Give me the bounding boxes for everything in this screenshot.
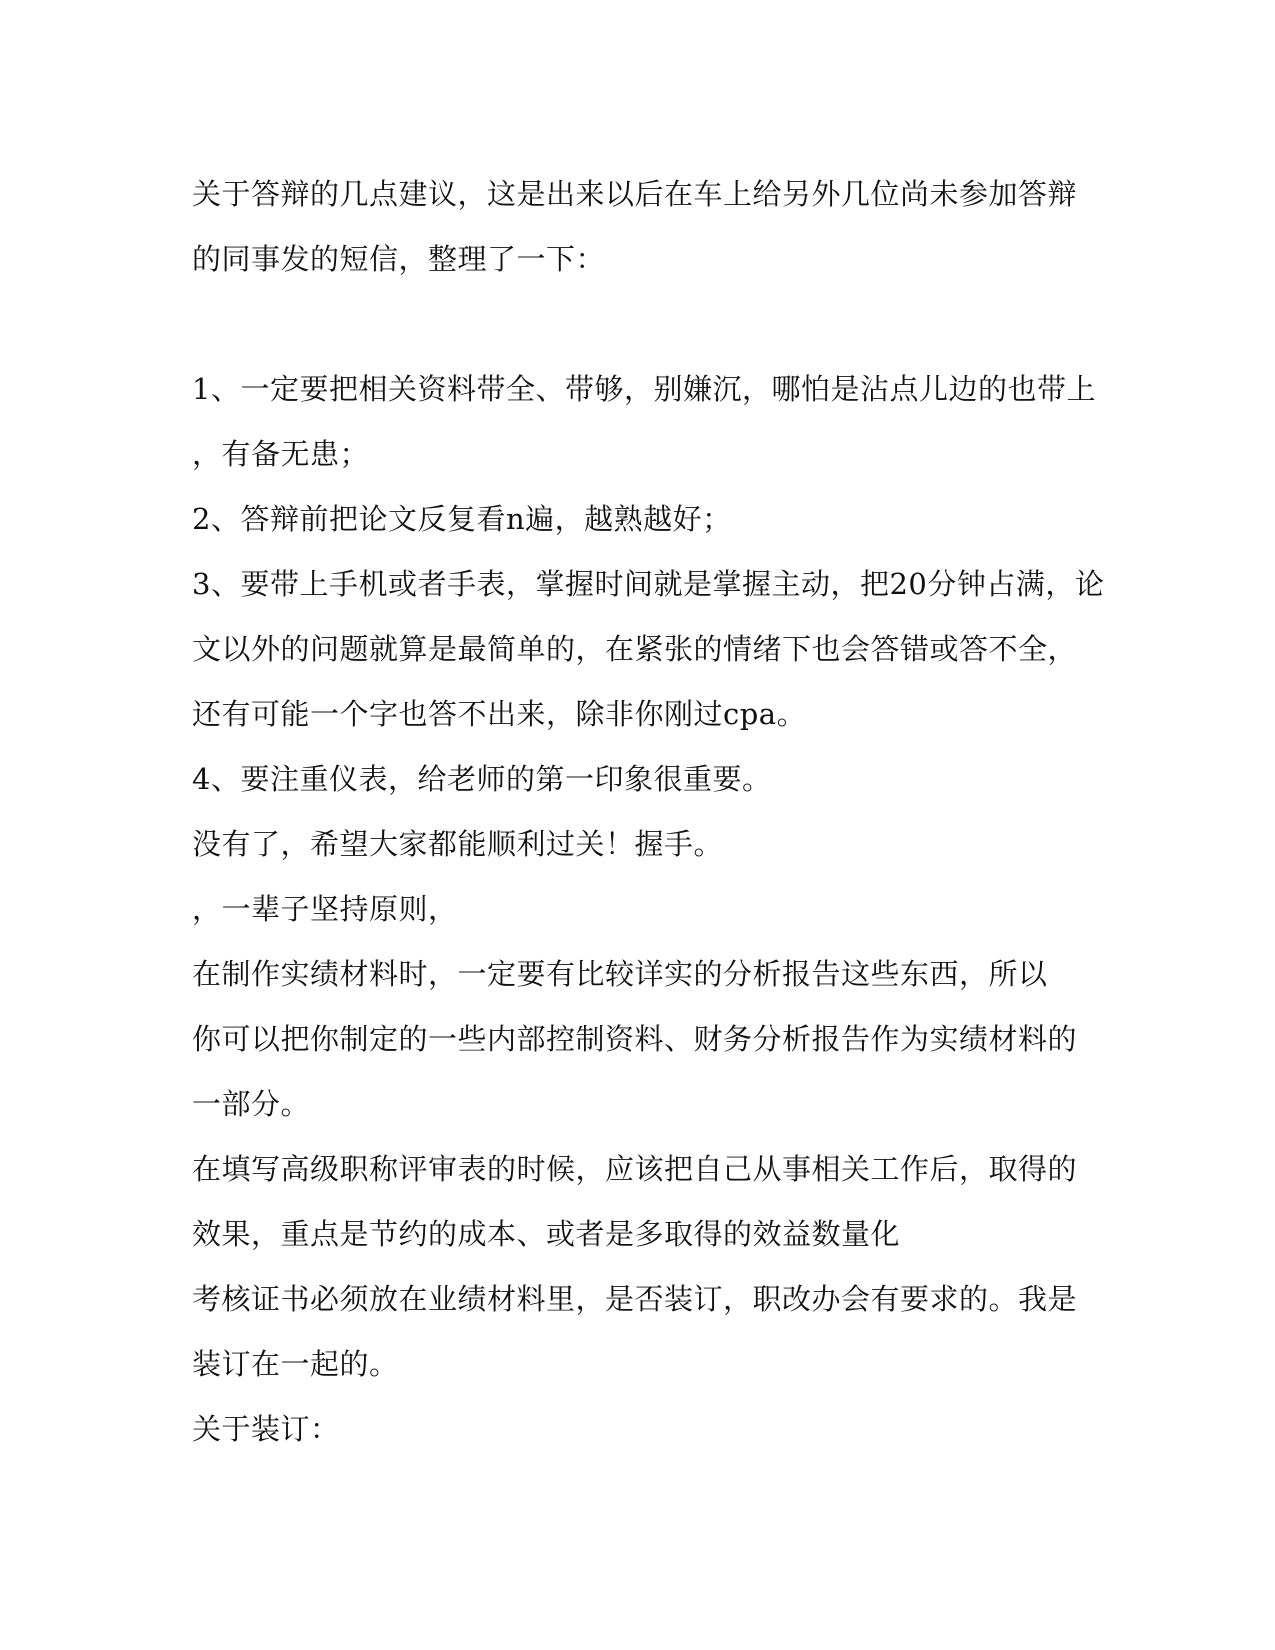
text-line: 一部分。 bbox=[192, 1087, 311, 1121]
text-line: 考核证书必须放在业绩材料里，是否装订，职改办会有要求的。我是 bbox=[192, 1282, 1078, 1316]
text-line: 装订在一起的。 bbox=[192, 1347, 399, 1381]
text-line: 文以外的问题就算是最简单的，在紧张的情绪下也会答错或答不全， bbox=[192, 632, 1078, 666]
text-line: ，有备无患； bbox=[192, 437, 370, 471]
text-line: 4、要注重仪表，给老师的第一印象很重要。 bbox=[192, 762, 772, 796]
paragraph-gap bbox=[192, 292, 1092, 357]
text-line: 2、答辩前把论文反复看n遍，越熟越好； bbox=[192, 502, 732, 536]
text-line: 在制作实绩材料时，一定要有比较详实的分析报告这些东西，所以 bbox=[192, 957, 1048, 991]
document-body bbox=[192, 162, 1105, 1462]
text-line: 的同事发的短信，整理了一下： bbox=[192, 242, 606, 276]
text-line: 3、要带上手机或者手表，掌握时间就是掌握主动，把20分钟占满，论 bbox=[192, 567, 1105, 601]
text-line: 1、一定要把相关资料带全、带够，别嫌沉，哪怕是沾点儿边的也带上 bbox=[192, 372, 1096, 406]
text-line: 在填写高级职称评审表的时候，应该把自己从事相关工作后，取得的 bbox=[192, 1152, 1078, 1186]
text-line: 还有可能一个字也答不出来，除非你刚过cpa。 bbox=[192, 697, 807, 731]
text-line: 关于答辩的几点建议，这是出来以后在车上给另外几位尚未参加答辩 bbox=[192, 177, 1078, 211]
text-line: 你可以把你制定的一些内部控制资料、财务分析报告作为实绩材料的 bbox=[192, 1022, 1078, 1056]
text-line: ，一辈子坚持原则， bbox=[192, 892, 458, 926]
text-line: 没有了，希望大家都能顺利过关！握手。 bbox=[192, 827, 724, 861]
text-line: 关于装订： bbox=[192, 1412, 340, 1446]
text-line: 效果，重点是节约的成本、或者是多取得的效益数量化 bbox=[192, 1217, 901, 1251]
